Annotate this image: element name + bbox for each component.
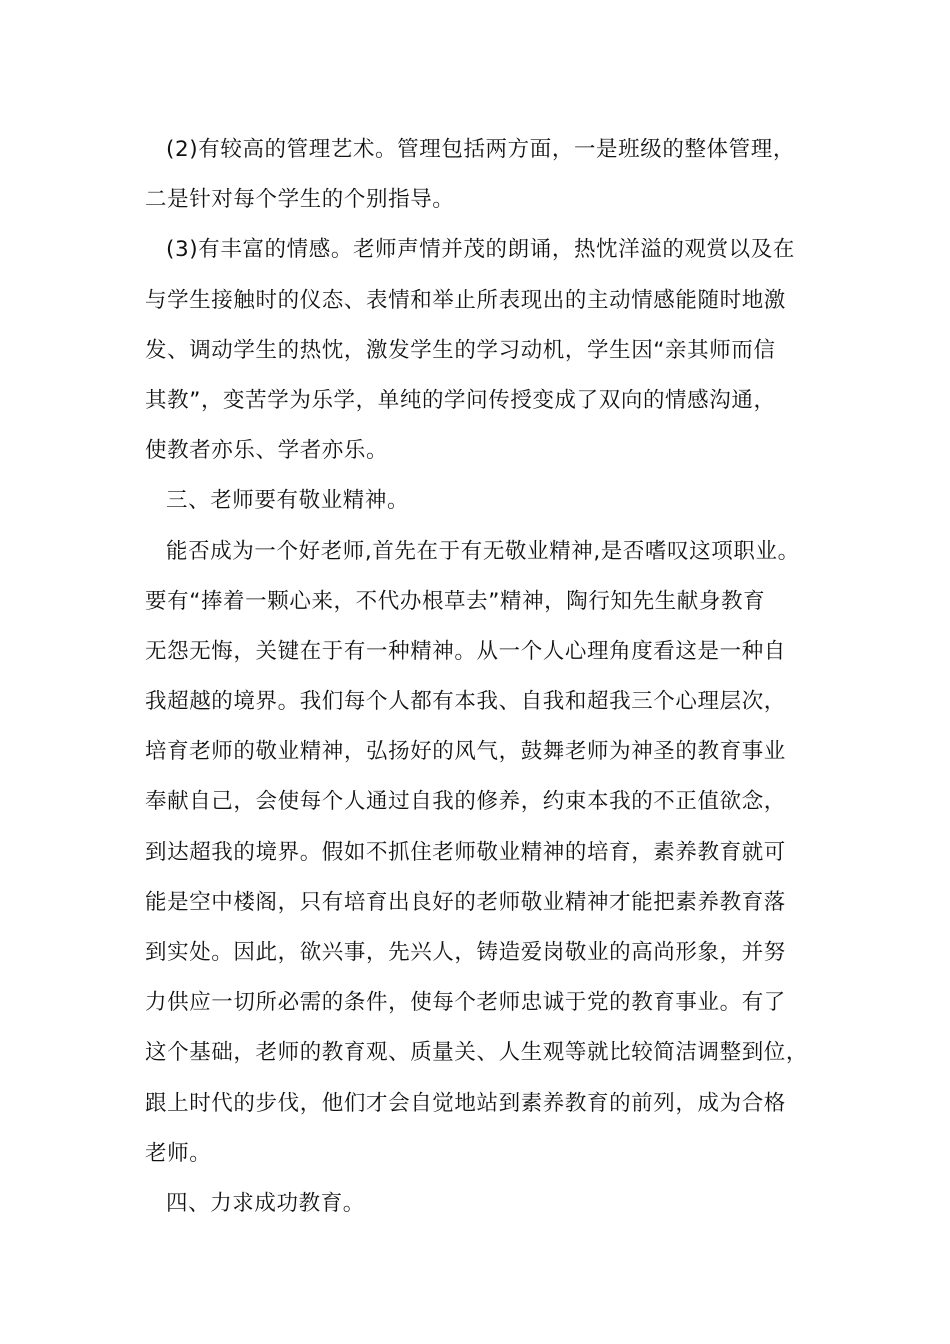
document-body — [145, 125, 825, 1229]
text-line: 我超越的境界。我们每个人都有本我、自我和超我三个心理层次， — [145, 689, 786, 715]
text-line: 与学生接触时的仪态、表情和举止所表现出的主动情感能随时地激 — [145, 287, 786, 313]
text-line: 使教者亦乐、学者亦乐。 — [145, 438, 389, 464]
text-line: 二是针对每个学生的个别指导。 — [145, 187, 455, 213]
text-line: 能否成为一个好老师,首先在于有无敬业精神,是否嗜叹这项职业。 — [166, 538, 800, 564]
text-line: 奉献自己，会使每个人通过自我的修养，约束本我的不正值欲念， — [145, 789, 786, 815]
text-line: 要有“捧着一颗心来，不代办根草去”精神，陶行知先生献身教育 — [145, 588, 766, 614]
text-line: 力供应一切所必需的条件，使每个老师忠诚于党的教育事业。有了 — [145, 990, 786, 1016]
text-line: 能是空中楼阁，只有培育出良好的老师敬业精神才能把素养教育落 — [145, 889, 786, 915]
text-line: 到实处。因此，欲兴事，先兴人，铸造爱岗敬业的高尚形象，并努 — [145, 940, 786, 965]
text-line: 培育老师的敬业精神，弘扬好的风气，鼓舞老师为神圣的教育事业 — [145, 739, 786, 765]
section-heading: 三、老师要有敬业精神。 — [166, 488, 410, 514]
text-line: (2)有较高的管理艺术。管理包括两方面，一是班级的整体管理， — [166, 137, 795, 162]
text-line: 老师。 — [145, 1140, 212, 1166]
text-line: 到达超我的境界。假如不抓住老师敬业精神的培育，素养教育就可 — [145, 839, 786, 865]
text-line: 发、调动学生的热忱，激发学生的学习动机，学生因“亲其师而信 — [145, 337, 776, 363]
text-line: 跟上时代的步伐，他们才会自觉地站到素养教育的前列，成为合格 — [145, 1090, 786, 1116]
text-line: 无怨无悔，关键在于有一种精神。从一个人心理角度看这是一种自 — [145, 638, 786, 664]
section-heading: 四、力求成功教育。 — [166, 1190, 365, 1216]
text-line: 这个基础，老师的教育观、质量关、人生观等就比较简洁调整到位， — [145, 1040, 809, 1066]
text-line: (3)有丰富的情感。老师声情并茂的朗诵，热忱洋溢的观赏以及在 — [166, 237, 795, 263]
text-line: 其教”，变苦学为乐学，单纯的学问传授变成了双向的情感沟通， — [145, 387, 776, 413]
